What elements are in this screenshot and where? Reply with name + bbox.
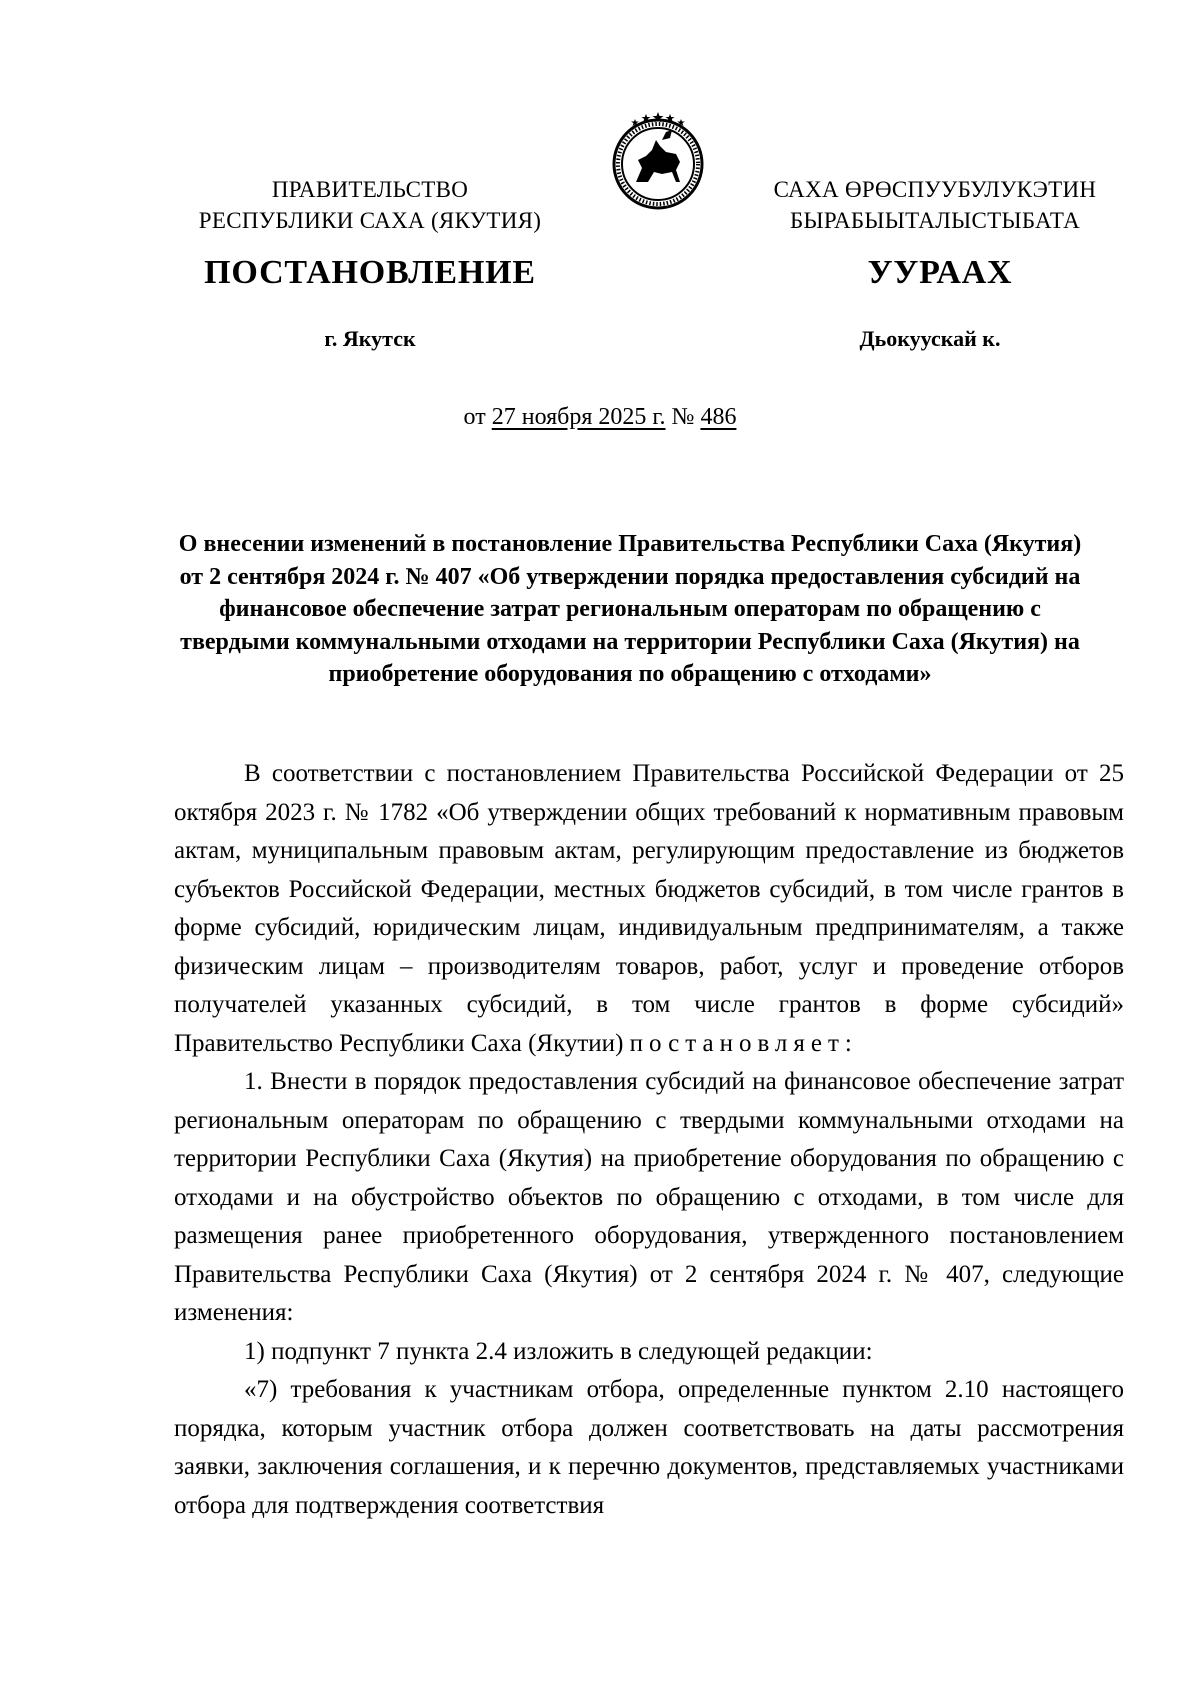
header-left-line1: ПРАВИТЕЛЬСТВО [271, 177, 469, 202]
intro-paragraph [174, 755, 1124, 1063]
doc-type-right: УУРААХ [867, 254, 1013, 291]
document-number: 486 [700, 404, 737, 430]
document-body [174, 755, 1124, 1525]
document-date: 27 ноября 2025 г. [491, 404, 666, 430]
city-left: г. Якутск [324, 326, 416, 351]
item-1-paragraph: 1. Внести в порядок предоставления субсидий на финансовое обеспечение затрат региональным операторам по обращению с твердыми коммунальными отходами на территории Республики Саха (Якутия) на приобретение оборудования по обращению с отходами и на обустройство объектов по обращению с отходами, в том числе для размещения ранее приобретенного оборудования, утвержденного постановлением Правительства Республики Саха (Якутия) от 2 сентября 2024 г. № 407, следующие изменения: [174, 1068, 1124, 1326]
item-1-1-paragraph: 1) подпункт 7 пункта 2.4 изложить в следующей редакции: [244, 1337, 873, 1365]
header-right-title [750, 174, 1120, 236]
sakha-emblem-icon [606, 110, 710, 214]
date-prefix: от [463, 404, 486, 430]
quoted-item-paragraph: «7) требования к участникам отбора, определенные пунктом 2.10 настоящего порядка, которым участник отбора должен соответствовать на даты рассмотрения заявки, заключения соглашения, и к перечню документов, представляемых участниками отбора для подтверждения соответствия [174, 1376, 1124, 1519]
header-right-line2: БЫРАБЫЫТАЛЫСТЫБАТА [789, 208, 1081, 233]
document-date-line [0, 404, 1200, 431]
header-right-line1: САХА ӨРӨСПУУБУЛУКЭТИН [773, 177, 1097, 202]
doc-type-left: ПОСТАНОВЛЕНИЕ [204, 254, 536, 291]
header-left-title [180, 174, 560, 236]
number-sign: № [671, 404, 695, 430]
header-left-line2: РЕСПУБЛИКИ САХА (ЯКУТИЯ) [198, 208, 542, 233]
city-right: Дьокуускай к. [859, 326, 1001, 351]
document-title: О внесении изменений в постановление Правительства Республики Саха (Якутия) от 2 сентября 2024 г. № 407 «Об утверждении порядка предоставления субсидий на финансовое обеспечение затрат региональным операторам по обращению с твердыми коммунальными отходами на территории Республики Саха (Якутия) на приобретение оборудования по обращению с отходами» [178, 531, 1082, 687]
intro-text: В соответствии с постановлением Правительства Российской Федерации от 25 октября 2023 г. № 1782 «Об утверждении общих требований к нормативным правовым актам, муниципальным правовым актам, регулирующим предоставление из бюджетов субъектов Российской Федерации, местных бюджетов субсидий, в том числе грантов в форме субсидий, юридическим лицам, индивидуальным предпринимателям, а также физическим лицам – производителям товаров, работ, услуг и проведение отборов получателей указанных субсидий, в том числе грантов в форме субсидий» Правительство Республики Саха (Якутии) [174, 760, 1124, 1057]
intro-verb: постановляет: [629, 1029, 858, 1057]
